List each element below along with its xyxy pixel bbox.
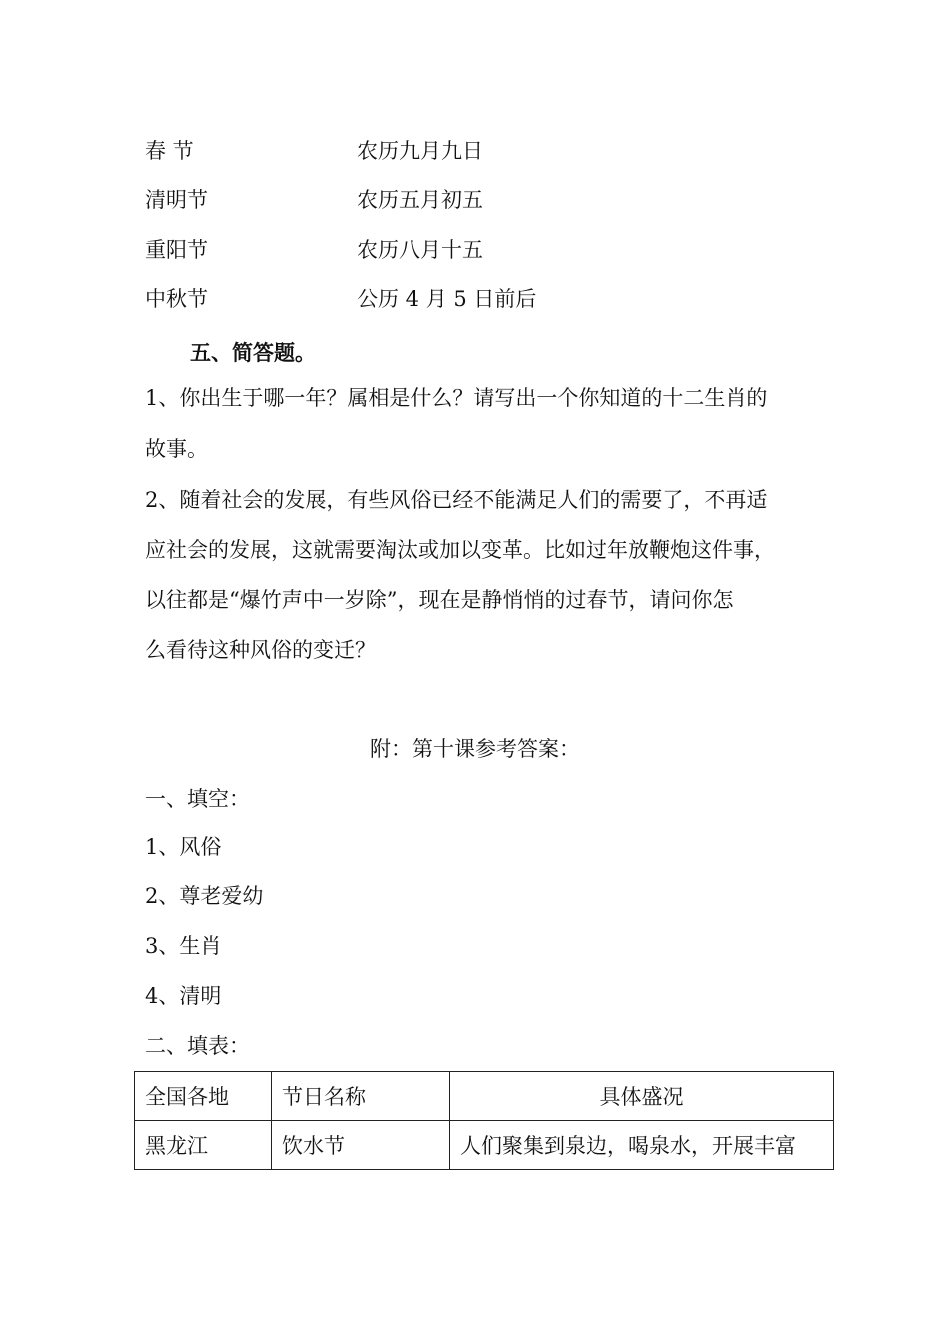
appendix-title: 附：第十课参考答案： — [370, 737, 580, 761]
question-2-line: 应社会的发展，这就需要淘汰或加以变革。比如过年放鞭炮这件事， — [145, 538, 775, 562]
festival-date: 农历五月初五 — [357, 188, 483, 212]
question-1-line: 1、你出生于哪一年？属相是什么？请写出一个你知道的十二生肖的 — [145, 386, 768, 410]
festival-answer-table — [134, 1071, 834, 1170]
festival-name: 清明节 — [145, 188, 208, 212]
section-five-heading: 五、简答题。 — [190, 340, 316, 365]
fill-answer: 3、生肖 — [145, 934, 222, 958]
fill-answer: 4、清明 — [145, 984, 222, 1008]
question-1-line: 故事。 — [145, 437, 208, 461]
festival-date: 农历九月九日 — [357, 139, 483, 163]
table-cell: 饮水节 — [272, 1121, 450, 1170]
fill-answer: 1、风俗 — [145, 835, 222, 859]
question-2-line: 2、随着社会的发展，有些风俗已经不能满足人们的需要了，不再适 — [145, 488, 768, 512]
festival-date: 公历 4 月 5 日前后 — [357, 287, 537, 311]
festival-name: 中秋节 — [145, 287, 208, 311]
festival-name: 春 节 — [145, 139, 194, 163]
fill-answer: 2、尊老爱幼 — [145, 884, 264, 908]
question-2-line: 么看待这种风俗的变迁？ — [145, 638, 376, 662]
festival-date: 农历八月十五 — [357, 238, 483, 262]
table-section-title: 二、填表： — [145, 1034, 250, 1058]
table-header-cell: 节日名称 — [272, 1072, 450, 1121]
table-row — [135, 1121, 834, 1170]
table-cell: 人们聚集到泉边，喝泉水，开展丰富 — [450, 1121, 834, 1170]
table-header-cell: 具体盛况 — [450, 1072, 834, 1121]
table-cell: 黑龙江 — [135, 1121, 272, 1170]
table-header-row — [135, 1072, 834, 1121]
question-2-line: 以往都是“爆竹声中一岁除”，现在是静悄悄的过春节，请问你怎 — [145, 588, 734, 612]
festival-name: 重阳节 — [145, 238, 208, 262]
table-header-cell: 全国各地 — [135, 1072, 272, 1121]
fill-section-title: 一、填空： — [145, 787, 250, 811]
